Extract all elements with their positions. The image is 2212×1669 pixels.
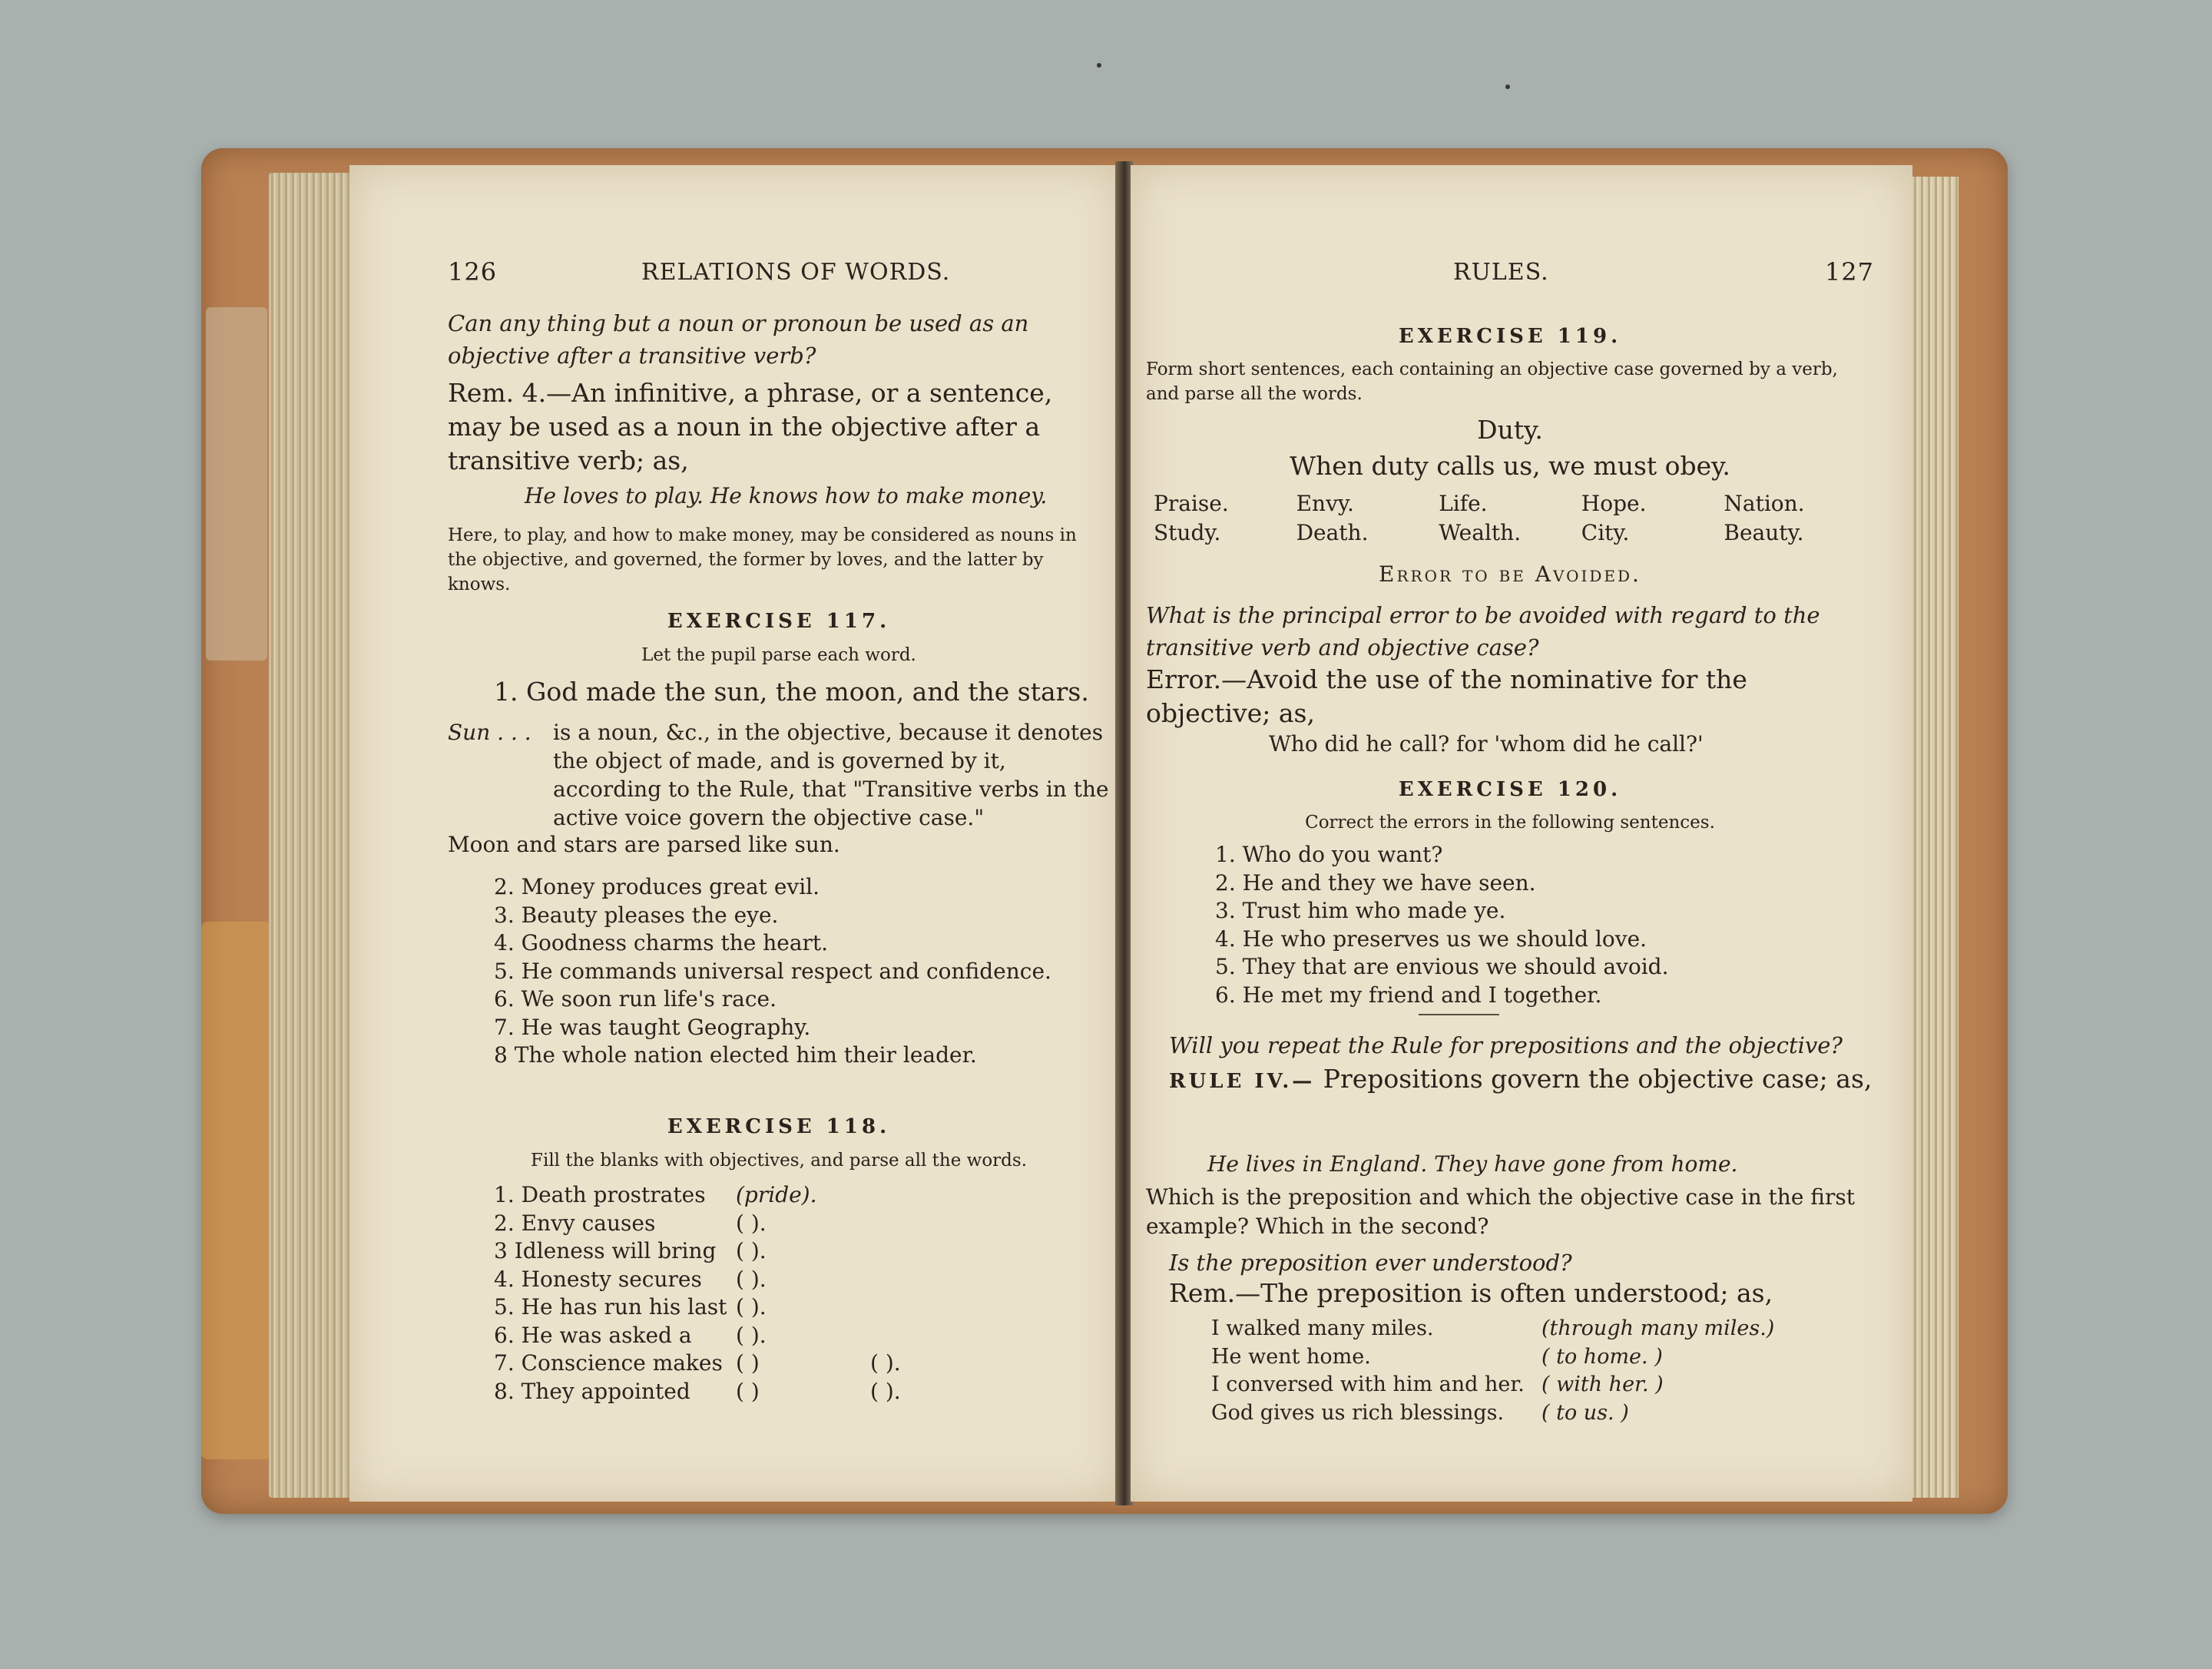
page-number-126: 126 [448,257,498,286]
page-edges-right [1905,177,1959,1498]
word-item: City. [1581,520,1630,545]
exercise-120-list [1215,841,1874,1009]
cover-stain [201,922,270,1459]
blank-row: 1. Death prostrates (pride). [494,1182,817,1207]
list-item: 8 The whole nation elected him their leader. [494,1042,977,1068]
exercise-117-list [494,873,1110,1070]
list-item: 6. We soon run life's race. [494,986,777,1012]
background-speck [1505,84,1510,89]
list-item: 5. He commands universal respect and confidence. [494,958,1051,984]
rule-4-question: Which is the preposition and which the objective case in the first example? Which in the second? [1146,1184,1855,1239]
rule-4-label: RULE IV.— [1169,1070,1316,1093]
list-item: 2. Money produces great evil. [494,874,820,899]
example-row: I conversed with him and her. ( with her. ) [1211,1373,1664,1396]
exercise-119-example: When duty calls us, we must obey. [1290,451,1730,481]
running-head-title: RELATIONS OF WORDS. [641,259,951,286]
background-speck [1097,63,1101,68]
example-row: God gives us rich blessings. ( to us. ) [1211,1400,1629,1425]
rule-4-example: He lives in England. They have gone from home. [1207,1151,1738,1177]
blank-row: 5. He has run his last ( ). [494,1294,767,1320]
example-row: He went home. ( to home. ) [1211,1344,1663,1369]
word-item: Beauty. [1724,520,1804,545]
word-item: Hope. [1581,491,1647,516]
word-list [1154,489,1866,548]
exercise-119-word: Duty. [1477,415,1543,445]
rem-4: Rem. 4.—An infinitive, a phrase, or a sentence, may be used as a noun in the objective after a transitive verb; as, [448,378,1053,475]
parse-moon: Moon and stars are parsed like sun. [448,832,840,857]
running-head-title: RULES. [1453,259,1549,286]
worn-spine-patch [206,307,267,661]
exercise-118-instruction: Fill the blanks with objectives, and parse all the words. [531,1151,1027,1171]
exercise-118-title: EXERCISE 118. [667,1115,891,1138]
exercise-117-instruction: Let the pupil parse each word. [641,645,916,665]
rule-4-text: Prepositions govern the objective case; as, [1323,1064,1873,1094]
word-item: Praise. [1154,491,1229,516]
list-item: 3. Trust him who made ye. [1215,898,1506,923]
rem-4-example: He loves to play. He knows how to make money. [525,483,1048,508]
question-rule-4: Will you repeat the Rule for prepositions and the objective? [1169,1032,1843,1058]
list-item: 5. They that are envious we should avoid. [1215,954,1669,979]
word-item: Nation. [1724,491,1805,516]
word-item: Life. [1439,491,1488,516]
error-heading: Error to be Avoided. [1379,561,1641,587]
word-item: Death. [1296,520,1369,545]
parse-sun-label: Sun . . . [448,720,531,745]
rem-4-note: Here, to play, and how to make money, may be considered as nouns in the objective, and governed, the former by loves, and the latter by knows. [448,525,1077,594]
blank-row: 7. Conscience makes ( ) ( ). [494,1350,901,1376]
error-example: Who did he call? for 'whom did he call?' [1269,731,1704,757]
exercise-120-instruction: Correct the errors in the following sentences. [1305,813,1715,833]
left-running-head [448,257,1110,288]
question-objective: Can any thing but a noun or pronoun be used as an objective after a transitive verb? [448,310,1029,369]
exercise-119-instruction: Form short sentences, each containing an objective case governed by a verb, and parse all the words. [1146,359,1838,404]
error-rule: Error.—Avoid the use of the nominative for the objective; as, [1146,664,1747,728]
exercise-120-title: EXERCISE 120. [1398,778,1622,801]
list-item: 3. Beauty pleases the eye. [494,902,779,928]
page-number-127: 127 [1824,257,1874,286]
list-item: 4. He who preserves us we should love. [1215,926,1647,952]
rule-4 [1169,1062,1874,1098]
exercise-119-title: EXERCISE 119. [1398,325,1622,348]
list-item: 1. Who do you want? [1215,842,1443,867]
list-item: 4. Goodness charms the heart. [494,930,829,955]
left-page [349,165,1120,1502]
exercise-117-title: EXERCISE 117. [667,610,891,633]
section-divider [1419,1014,1499,1015]
example-row: I walked many miles. (through many miles.) [1211,1316,1775,1340]
page-edges-left [269,173,353,1498]
blank-row: 4. Honesty secures ( ). [494,1266,767,1292]
right-page [1131,165,1912,1502]
list-item: 7. He was taught Geography. [494,1014,811,1040]
question-understood: Is the preposition ever understood? [1169,1250,1572,1276]
list-item: 6. He met my friend and I together. [1215,982,1602,1008]
blank-row: 6. He was asked a ( ). [494,1322,767,1348]
right-running-head [1146,257,1874,288]
parse-sun-text: is a noun, &c., in the objective, because it denotes the object of made, and is governed by it, according to the Rule, that "Transitive verbs in the active voice govern the objective case." [553,720,1109,830]
word-item: Envy. [1296,491,1354,516]
word-item: Wealth. [1439,520,1522,545]
blank-row: 8. They appointed ( ) ( ). [494,1378,901,1404]
rem-understood: Rem.—The preposition is often understood; as, [1169,1278,1773,1308]
blank-row: 3 Idleness will bring ( ). [494,1238,767,1263]
list-item: 2. He and they we have seen. [1215,869,1536,896]
word-item: Study. [1154,520,1221,545]
exercise-117-first: 1. God made the sun, the moon, and the stars. [494,677,1089,707]
exercise-118-list [494,1181,1110,1406]
blank-row: 2. Envy causes ( ). [494,1210,767,1236]
understood-examples [1211,1315,1874,1427]
question-error: What is the principal error to be avoided with regard to the transitive verb and objective case? [1146,602,1820,661]
